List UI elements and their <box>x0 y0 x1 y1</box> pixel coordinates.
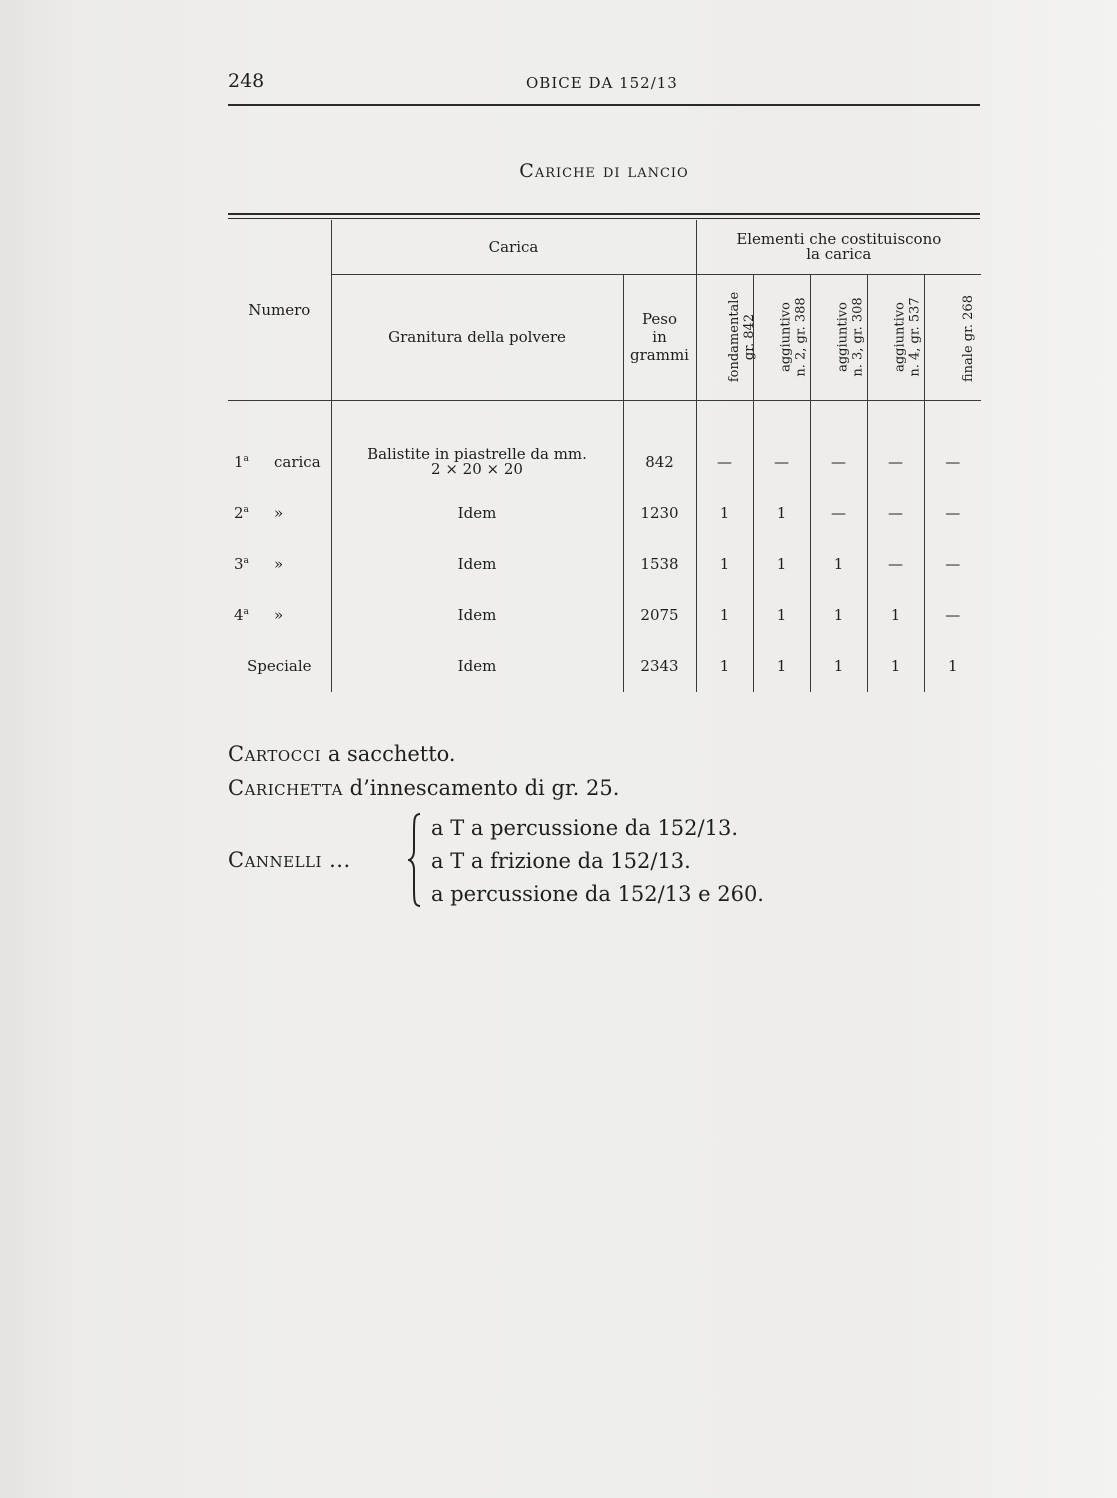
cell-numero <box>228 539 331 590</box>
header-finale <box>924 274 981 400</box>
table-body <box>228 400 981 692</box>
cell-numero <box>228 488 331 539</box>
cell-granitura <box>331 539 623 590</box>
cell-elemento: — <box>867 539 924 590</box>
note-cartocci-text: a sacchetto. <box>327 742 456 766</box>
cell-numero-superscript: a <box>243 505 249 516</box>
cell-elemento: 1 <box>753 488 810 539</box>
cell-elemento: — <box>867 488 924 539</box>
cell-granitura <box>331 488 623 539</box>
cell-elemento: — <box>924 488 981 539</box>
note-cartocci-label: Cartocci <box>228 742 322 766</box>
note-carichetta-text: d’innescamento di gr. 25. <box>349 776 620 800</box>
cell-numero-value: 2 <box>234 504 244 523</box>
cell-elemento: 1 <box>696 590 753 641</box>
table-row <box>228 400 981 488</box>
header-fondamentale-line1: fondamentale <box>726 291 742 383</box>
note-carichetta <box>228 776 619 800</box>
cannelli-item: a percussione da 152/13 e 260. <box>431 882 764 906</box>
header-aggiuntivo-2-line1: aggiuntivo <box>778 302 794 373</box>
header-numero: Numero <box>228 220 331 400</box>
table-top-rule-thin <box>228 218 980 219</box>
header-elementi-line1: Elementi che costituiscono <box>736 229 942 248</box>
header-rule <box>228 104 980 106</box>
table-row <box>228 539 981 590</box>
cell-elemento: 1 <box>810 641 867 692</box>
cell-granitura-line: Idem <box>457 605 497 624</box>
note-carichetta-label: Carichetta <box>228 776 343 800</box>
header-aggiuntivo-3 <box>810 274 867 400</box>
cell-granitura <box>331 590 623 641</box>
table-row <box>228 641 981 692</box>
cell-granitura-line: Idem <box>457 656 497 675</box>
cell-elemento: — <box>924 400 981 488</box>
curly-brace-icon <box>408 812 422 908</box>
section-title: Cariche di lancio <box>519 160 689 182</box>
cell-granitura <box>331 641 623 692</box>
header-peso-line3: grammi <box>630 346 689 365</box>
cell-numero-superscript: a <box>243 454 249 465</box>
cell-numero-value: 4 <box>234 606 244 625</box>
cell-numero <box>228 400 331 488</box>
cell-numero-suffix: carica <box>274 453 321 472</box>
cell-elemento: — <box>696 400 753 488</box>
table-top-rule <box>228 213 980 215</box>
cell-peso: 1538 <box>623 539 696 590</box>
cell-elemento: — <box>810 488 867 539</box>
cell-peso: 842 <box>623 400 696 488</box>
cell-numero-superscript: a <box>243 607 249 618</box>
cell-peso: 1230 <box>623 488 696 539</box>
cell-elemento: 1 <box>753 590 810 641</box>
note-cartocci <box>228 742 456 766</box>
header-carica: Carica <box>331 220 696 274</box>
cell-peso: 2075 <box>623 590 696 641</box>
header-elementi-line2: la carica <box>806 244 872 263</box>
header-peso-line2: in <box>652 328 667 347</box>
cell-elemento: 1 <box>867 590 924 641</box>
cell-numero-suffix: » <box>274 606 284 625</box>
header-aggiuntivo-2 <box>753 274 810 400</box>
note-cannelli-label: Cannelli ... <box>228 848 351 872</box>
page-header <box>228 70 980 102</box>
cell-granitura-line: 2 × 20 × 20 <box>431 460 523 479</box>
cell-elemento: 1 <box>924 641 981 692</box>
cell-granitura-line: Idem <box>457 503 497 522</box>
cell-numero <box>228 590 331 641</box>
header-finale-line1: finale gr. 268 <box>960 295 976 383</box>
cell-elemento: 1 <box>696 488 753 539</box>
cannelli-item: a T a percussione da 152/13. <box>431 816 739 840</box>
cannelli-item: a T a frizione da 152/13. <box>431 849 691 873</box>
cell-elemento: — <box>924 590 981 641</box>
header-peso-line1: Peso <box>641 310 678 329</box>
cell-elemento: 1 <box>753 641 810 692</box>
header-aggiuntivo-2-line2: n. 2, gr. 388 <box>793 297 809 377</box>
charges-table <box>228 220 981 692</box>
cell-numero-value: 3 <box>234 555 244 574</box>
cell-numero-suffix: » <box>274 504 284 523</box>
cell-numero-value: 1 <box>234 453 244 472</box>
page-number: 248 <box>228 70 265 92</box>
cell-numero-suffix: » <box>274 555 284 574</box>
cell-granitura-line: Balistite in piastrelle da mm. <box>367 445 587 464</box>
cell-numero-superscript: a <box>243 556 249 567</box>
cell-elemento: — <box>753 400 810 488</box>
header-aggiuntivo-4 <box>867 274 924 400</box>
cell-elemento: — <box>924 539 981 590</box>
cell-elemento: 1 <box>810 539 867 590</box>
cell-elemento: 1 <box>696 539 753 590</box>
header-peso <box>623 274 696 400</box>
header-aggiuntivo-3-line2: n. 3, gr. 308 <box>850 297 866 377</box>
table-row <box>228 488 981 539</box>
header-aggiuntivo-4-line2: n. 4, gr. 537 <box>907 297 923 377</box>
cell-peso: 2343 <box>623 641 696 692</box>
table-row <box>228 590 981 641</box>
cell-elemento: — <box>867 400 924 488</box>
header-aggiuntivo-3-line1: aggiuntivo <box>835 302 851 373</box>
cell-elemento: — <box>810 400 867 488</box>
header-granitura: Granitura della polvere <box>331 274 623 400</box>
header-elementi <box>696 220 981 274</box>
cell-granitura <box>331 400 623 488</box>
header-fondamentale-line2: gr. 842 <box>741 314 757 361</box>
header-fondamentale <box>696 274 757 400</box>
cannelli-list <box>431 812 764 911</box>
cell-elemento: 1 <box>810 590 867 641</box>
cell-numero: Speciale <box>246 657 312 676</box>
running-title: OBICE DA 152/13 <box>526 74 678 92</box>
cell-elemento: 1 <box>696 641 753 692</box>
cell-elemento: 1 <box>753 539 810 590</box>
cell-elemento: 1 <box>867 641 924 692</box>
header-aggiuntivo-4-line1: aggiuntivo <box>892 302 908 373</box>
cell-granitura-line: Idem <box>457 554 497 573</box>
